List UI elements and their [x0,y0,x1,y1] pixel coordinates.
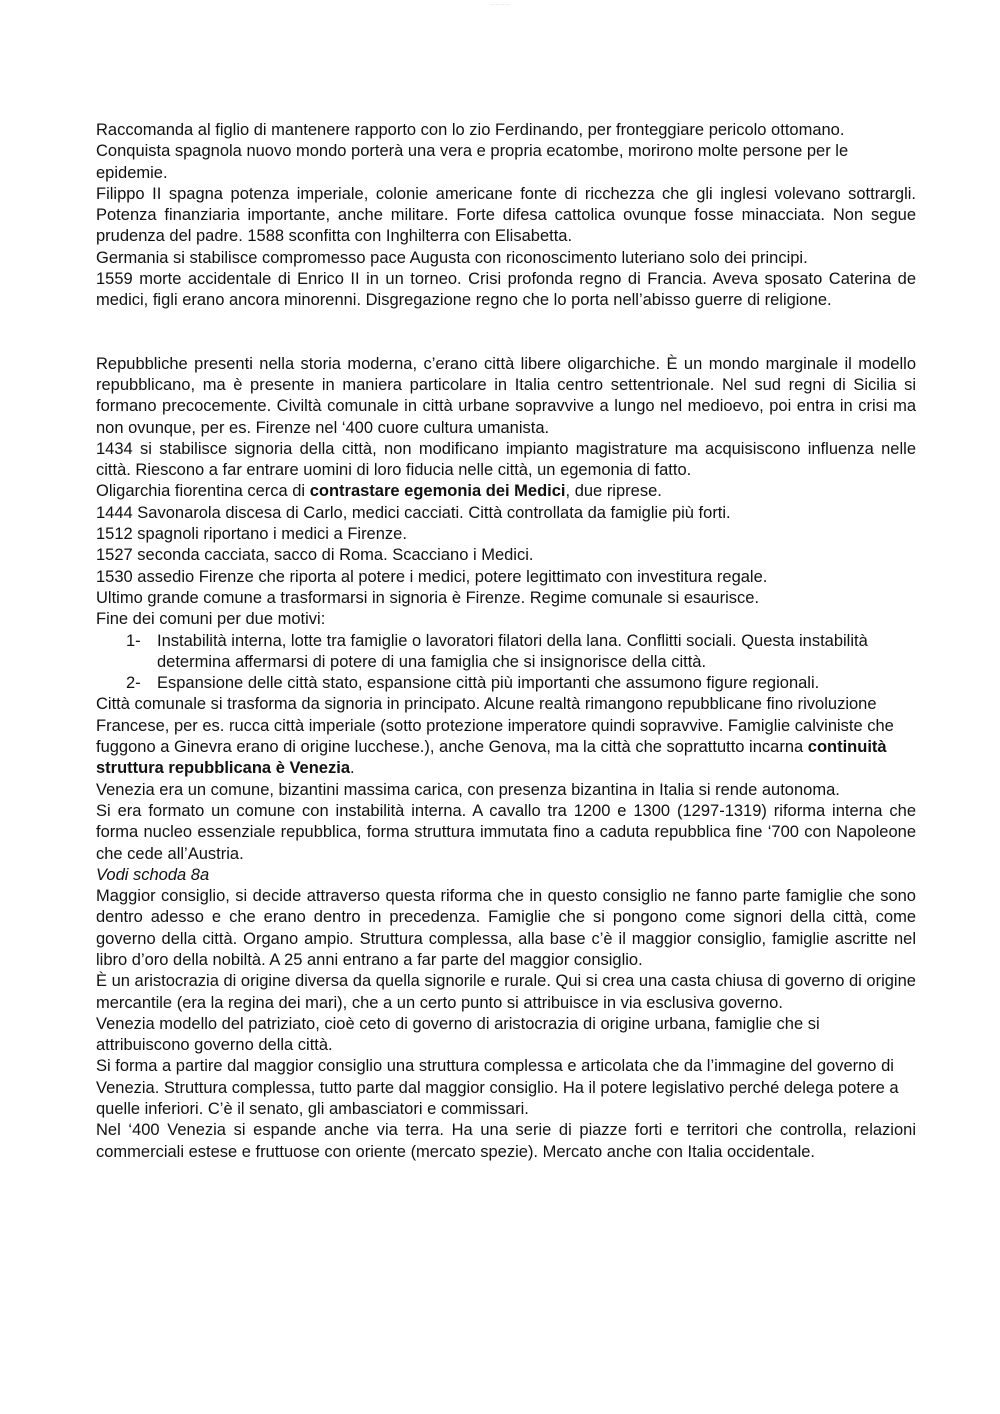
paragraph-ultimo-comune: Ultimo grande comune a trasformarsi in signoria è Firenze. Regime comunale si esaurisce. [96,588,760,607]
paragraph-struttura: Si forma a partire dal maggior consiglio una struttura complessa e articolata che da l’immagine del governo di Venezia. Struttura complessa, tutto parte dal maggior consiglio. Ha il potere legislativo perché delega potere a quelle inferiori. C’è il senato, gli ambasciatori e commissari. [96,1057,899,1119]
paragraph-espansione: Nel ‘400 Venezia si espande anche via terra. Ha una serie di piazze forti e territori che controlla, relazioni commerciali estese e fruttuose con oriente (mercato spezie). Mercato anche con Italia occidentale. [96,1121,916,1161]
paragraph-conquista: Conquista spagnola nuovo mondo porterà una vera e propria ecatombe, morirono molte persone per le epidemie. [96,142,849,182]
paragraph-1530: 1530 assedio Firenze che riporta al potere i medici, potere legittimato con investitura regale. [96,567,768,586]
paragraph-scheda: Vodi schoda 8a [96,865,210,884]
list-text: Espansione delle città stato, espansione città più importanti che assumono figure regionali. [157,674,820,693]
list-number: 1- [126,631,141,650]
list-item [96,631,916,674]
paragraph-riforma: Si era formato un comune con instabilità interna. A cavallo tra 1200 e 1300 (1297-1319) riforma interna che forma nucleo essenziale repubblica, forma struttura immutata fino a caduta repubblica fine ‘700 con Napoleone che cede all’Austria. [96,801,916,863]
bold-fragment: continuità struttura repubblicana è Venezia [96,738,887,778]
paragraph-repubbliche: Repubbliche presenti nella storia moderna, c’erano città libere oligarchiche. È un mondo marginale il modello repubblicano, ma è presente in maniera particolare in Italia centro settentrionale. Nel sud regni di Sicilia si formano precocemente. Civiltà comunale in città urbane sopravvive a lungo nel medioevo, poi entra in crisi ma non ovunque, per es. Firenze nel ‘400 cuore cultura umanista. [96,354,916,437]
list-number: 2- [126,674,141,693]
paragraph-filippo: Filippo II spagna potenza imperiale, colonie americane fonte di ricchezza che gli inglesi volevano sottrargli. Potenza finanziaria importante, anche militare. Forte difesa cattolica ovunque fosse minacciata. Non segue prudenza del padre. 1588 sconfitta con Inghilterra con Elisabetta. [96,184,916,246]
text-fragment: Città comunale si trasforma da signoria in principato. Alcune realtà rimangono repubblicane fino rivoluzione Francese, per es. rucca città imperiale (sotto protezione imperatore quindi sopravvive. Famiglie calviniste che fuggono a Ginevra erano di origine lucchese.), anche Genova, ma la città che soprattutto incarna [96,695,894,757]
paragraph-1527: 1527 seconda cacciata, sacco di Roma. Scacciano i Medici. [96,546,534,565]
text-fragment: , due riprese. [565,482,662,501]
text-fragment: . [350,759,355,778]
paragraph-germania: Germania si stabilisce compromesso pace Augusta con riconoscimento luteriano solo dei principi. [96,248,808,267]
paragraph-patriziato: Venezia modello del patriziato, cioè ceto di governo di aristocrazia di origine urbana, famiglie che si attribuiscono governo della città. [96,1014,820,1055]
header-mark: — — — — [490,1,510,6]
section-gap [96,312,916,354]
paragraph-1444: 1444 Savonarola discesa di Carlo, medici cacciati. Città controllata da famiglie più forti. [96,503,731,522]
paragraph-fine-comuni: Fine dei comuni per due motivi: [96,610,326,629]
reasons-list [96,631,916,695]
paragraph-aristocrazia: È un aristocrazia di origine diversa da quella signorile e rurale. Qui si crea una casta chiusa di governo di origine mercantile (era la regina dei mari), che a un certo punto si attribuisce in via esclusiva governo. [96,972,916,1012]
paragraph-ferdinando: Raccomanda al figlio di mantenere rapporto con lo zio Ferdinando, per fronteggiare pericolo ottomano. [96,121,845,139]
paragraph-maggior-consiglio: Maggior consiglio, si decide attraverso questa riforma che in questo consiglio ne fanno parte famiglie che sono dentro adesso e che erano dentro in precedenza. Famiglie che si pongono come signori della città, come governo della città. Organo ampio. Struttura complessa, alla base c’è il maggior consiglio, famiglie ascritte nel libro d’oro della nobiltà. A 25 anni entrano a far parte del maggior consiglio. [96,887,916,969]
document-page [96,120,916,1163]
paragraph-principato [96,694,916,779]
bold-fragment: contrastare egemonia dei Medici [309,482,566,501]
text-fragment: Oligarchia fiorentina cerca di [96,482,310,501]
list-item [96,673,916,694]
list-text: Instabilità interna, lotte tra famiglie o lavoratori filatori della lana. Conflitti sociali. Questa instabilità determina affermarsi di potere di una famiglia che si insignorisce della città. [157,631,868,671]
paragraph-1512: 1512 spagnoli riportano i medici a Firenze. [96,525,407,544]
paragraph-1434: 1434 si stabilisce signoria della città, non modificano impianto magistrature ma acquisiscono influenza nelle città. Riescono a far entrare uomini di loro fiducia nelle città, un egemonia di fatto. [96,439,916,480]
paragraph-venezia-comune: Venezia era un comune, bizantini massima carica, con presenza bizantina in Italia si rende autonoma. [96,780,840,799]
paragraph-oligarchia [96,481,916,502]
paragraph-enrico: 1559 morte accidentale di Enrico II in un torneo. Crisi profonda regno di Francia. Aveva sposato Caterina de medici, figli erano ancora minorenni. Disgregazione regno che lo porta nell’abisso guerre di religione. [96,270,916,310]
